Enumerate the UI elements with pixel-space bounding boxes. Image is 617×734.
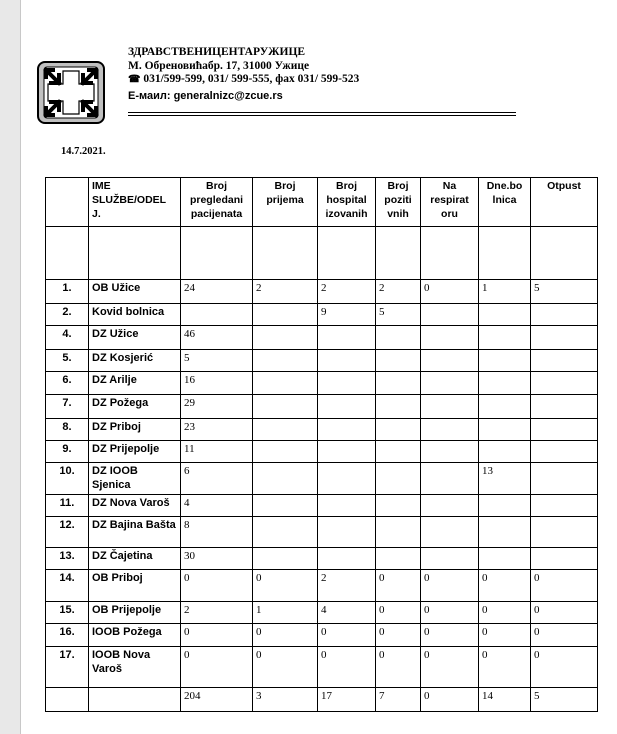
value-cell [531,350,598,372]
report-date: 14.7.2021. [61,146,106,157]
value-cell [421,517,479,548]
header-cell-examined: Broj pregledani pacijenata [181,178,253,227]
service-name-cell: DZ Bajina Bašta [89,517,181,548]
value-cell: 0 [376,570,421,602]
row-number-cell: 10. [46,463,89,495]
service-name-cell: IOOB Nova Varoš [89,647,181,688]
value-cell: 1 [253,602,318,624]
header-cell-admissions: Broj prijema [253,178,318,227]
service-name-cell: OB Prijepolje [89,602,181,624]
value-cell: 5 [531,280,598,304]
table-row [46,463,598,495]
value-cell: 0 [421,647,479,688]
phones-text: 031/599-599, 031/ 599-555, фах 031/ 599-523 [143,73,360,85]
value-cell: 2 [376,280,421,304]
service-name-cell [89,688,181,712]
value-cell [479,326,531,350]
value-cell: 0 [376,647,421,688]
value-cell [421,304,479,326]
value-cell: 23 [181,419,253,441]
value-cell [531,372,598,395]
letterhead [128,46,359,103]
value-cell [531,326,598,350]
row-number-cell: 9. [46,441,89,463]
row-number-cell: 11. [46,495,89,517]
value-cell [376,372,421,395]
header-cell-day-hospital: Dne.bo lnica [479,178,531,227]
value-cell [318,372,376,395]
table-row [46,227,598,280]
table-row [46,280,598,304]
value-cell [531,419,598,441]
value-cell: 204 [181,688,253,712]
table-row [46,570,598,602]
row-number-cell [46,688,89,712]
value-cell [376,517,421,548]
value-cell [253,350,318,372]
row-number-cell: 5. [46,350,89,372]
service-name-cell: DZ Kosjerić [89,350,181,372]
value-cell: 5 [376,304,421,326]
value-cell [318,548,376,570]
value-cell: 0 [318,624,376,647]
value-cell [318,350,376,372]
value-cell [421,441,479,463]
value-cell [376,227,421,280]
service-name-cell: DZ IOOB Sjenica [89,463,181,495]
value-cell [421,548,479,570]
service-name-cell: DZ Arilje [89,372,181,395]
header-cell-number [46,178,89,227]
value-cell: 0 [421,280,479,304]
value-cell: 0 [531,624,598,647]
service-name-cell: OB Priboj [89,570,181,602]
value-cell [376,548,421,570]
value-cell [376,395,421,419]
value-cell: 2 [318,570,376,602]
telephone-icon: ☎ [128,74,141,85]
table-row [46,688,598,712]
value-cell: 30 [181,548,253,570]
table-row [46,304,598,326]
value-cell: 1 [479,280,531,304]
value-cell: 2 [253,280,318,304]
value-cell [181,304,253,326]
value-cell [421,350,479,372]
row-number-cell: 1. [46,280,89,304]
org-phones [128,73,359,87]
value-cell: 5 [531,688,598,712]
row-number-cell: 14. [46,570,89,602]
value-cell [421,372,479,395]
value-cell: 0 [479,647,531,688]
value-cell: 14 [479,688,531,712]
service-name-cell [89,227,181,280]
table-row [46,548,598,570]
value-cell [531,517,598,548]
value-cell [318,227,376,280]
value-cell [318,495,376,517]
value-cell [181,227,253,280]
value-cell [421,326,479,350]
header-cell-discharged: Otpust [531,178,598,227]
value-cell [531,495,598,517]
row-number-cell: 6. [46,372,89,395]
value-cell [479,495,531,517]
row-number-cell: 7. [46,395,89,419]
value-cell: 0 [479,570,531,602]
service-name-cell: IOOB Požega [89,624,181,647]
value-cell: 8 [181,517,253,548]
value-cell [479,227,531,280]
service-name-cell: Kovid bolnica [89,304,181,326]
value-cell [479,350,531,372]
value-cell: 4 [318,602,376,624]
report-table [45,177,598,712]
value-cell [253,227,318,280]
value-cell: 0 [318,647,376,688]
header-cell-name: IME SLUŽBE/ODEL J. [89,178,181,227]
value-cell [479,441,531,463]
value-cell [531,304,598,326]
value-cell: 17 [318,688,376,712]
org-address: М. Обреновићабр. 17, 31000 Ужице [128,59,310,72]
value-cell: 0 [421,570,479,602]
value-cell [531,441,598,463]
value-cell: 0 [181,624,253,647]
value-cell [376,326,421,350]
value-cell [253,517,318,548]
value-cell: 0 [181,647,253,688]
value-cell: 0 [253,624,318,647]
service-name-cell: DZ Požega [89,395,181,419]
table-row [46,517,598,548]
table-row [46,350,598,372]
value-cell: 0 [253,570,318,602]
header-divider [128,112,516,113]
header-cell-respirator: Na respirat oru [421,178,479,227]
value-cell [376,495,421,517]
value-cell [376,463,421,495]
value-cell: 6 [181,463,253,495]
org-name: ЗДРАВСТВЕНИЦЕНТАРУЖИЦЕ [128,46,306,58]
table-row [46,395,598,419]
value-cell [376,441,421,463]
value-cell [479,548,531,570]
health-center-cross-logo [37,61,105,124]
table-header-row [46,178,598,227]
service-name-cell: DZ Nova Varoš [89,495,181,517]
row-number-cell: 8. [46,419,89,441]
service-name-cell: DZ Čajetina [89,548,181,570]
header-cell-hospitalized: Broj hospital izovanih [318,178,376,227]
value-cell [253,419,318,441]
value-cell: 3 [253,688,318,712]
value-cell [318,395,376,419]
value-cell: 0 [181,570,253,602]
value-cell: 0 [421,688,479,712]
value-cell: 0 [376,602,421,624]
value-cell [253,548,318,570]
value-cell: 16 [181,372,253,395]
value-cell [376,350,421,372]
table-row [46,495,598,517]
value-cell: 0 [421,624,479,647]
value-cell [318,326,376,350]
value-cell: 0 [531,570,598,602]
table-row [46,326,598,350]
value-cell [479,304,531,326]
value-cell [531,395,598,419]
value-cell [318,517,376,548]
value-cell: 7 [376,688,421,712]
service-name-cell: DZ Priboj [89,419,181,441]
value-cell: 0 [479,602,531,624]
value-cell [421,419,479,441]
table-row [46,372,598,395]
value-cell [318,419,376,441]
table-row [46,602,598,624]
service-name-cell: OB Užice [89,280,181,304]
value-cell: 0 [421,602,479,624]
value-cell [479,372,531,395]
value-cell: 2 [318,280,376,304]
value-cell: 29 [181,395,253,419]
value-cell [479,395,531,419]
table-row [46,624,598,647]
row-number-cell: 13. [46,548,89,570]
header-cell-positive: Broj poziti vnih [376,178,421,227]
value-cell [531,548,598,570]
value-cell [421,495,479,517]
value-cell: 46 [181,326,253,350]
header-divider-secondary [128,115,516,116]
table-row [46,441,598,463]
service-name-cell: DZ Prijepolje [89,441,181,463]
value-cell: 0 [531,647,598,688]
value-cell [421,395,479,419]
value-cell: 5 [181,350,253,372]
value-cell: 13 [479,463,531,495]
row-number-cell: 4. [46,326,89,350]
value-cell: 4 [181,495,253,517]
table-row [46,647,598,688]
value-cell [318,441,376,463]
value-cell [479,517,531,548]
value-cell: 24 [181,280,253,304]
value-cell: 0 [531,602,598,624]
value-cell: 0 [253,647,318,688]
value-cell: 11 [181,441,253,463]
value-cell [253,304,318,326]
row-number-cell: 12. [46,517,89,548]
value-cell [376,419,421,441]
value-cell [253,495,318,517]
row-number-cell: 15. [46,602,89,624]
value-cell [253,372,318,395]
row-number-cell [46,227,89,280]
row-number-cell: 16. [46,624,89,647]
value-cell [253,326,318,350]
row-number-cell: 2. [46,304,89,326]
value-cell [531,463,598,495]
value-cell: 0 [479,624,531,647]
org-email: Е-маил: generalnizc@zcue.rs [128,89,283,102]
value-cell [479,419,531,441]
value-cell [318,463,376,495]
value-cell [421,227,479,280]
value-cell: 9 [318,304,376,326]
value-cell [253,395,318,419]
value-cell [253,441,318,463]
value-cell [253,463,318,495]
value-cell [421,463,479,495]
service-name-cell: DZ Užice [89,326,181,350]
table-row [46,419,598,441]
document-page [20,0,617,734]
value-cell: 0 [376,624,421,647]
value-cell [531,227,598,280]
value-cell: 2 [181,602,253,624]
row-number-cell: 17. [46,647,89,688]
